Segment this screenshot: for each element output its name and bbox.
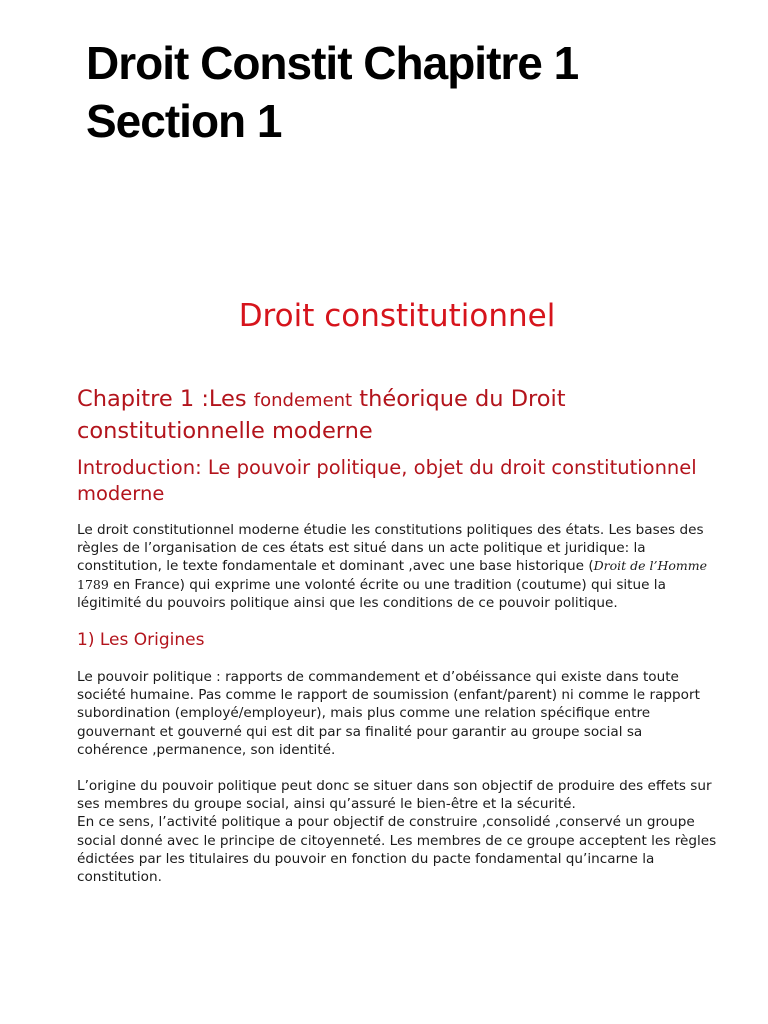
page-header	[86, 34, 726, 150]
chapter-heading-prefix: Chapitre 1 :Les	[77, 386, 254, 412]
introduction-heading: Introduction: Le pouvoir politique, objet du droit constitutionnel moderne	[77, 456, 697, 505]
citation-year: 1789	[77, 576, 109, 592]
paragraph-constitution	[77, 521, 717, 612]
chapter-heading-rest: théorique du Droit constitutionnelle moderne	[77, 386, 566, 444]
document-title-line-1: Droit Constit Chapitre 1	[86, 37, 579, 89]
document-page	[77, 292, 717, 886]
chapter-heading	[77, 384, 717, 446]
paragraph-pouvoir-politique: Le pouvoir politique : rapports de commandement et d’obéissance qui existe dans toute société humaine. Pas comme le rapport de soumission (enfant/parent) ni comme le rapport subordination (employé/employeur), mais plus comme une relation spécifique entre gouvernant et gouverné qui est dit par sa finalité pour garantir au groupe social sa cohérence ,permanence, son identité.	[77, 669, 700, 758]
paragraph-origine-pouvoir	[77, 777, 717, 886]
section-heading-origines: 1) Les Origines	[77, 630, 205, 651]
main-heading: Droit constitutionnel	[238, 298, 556, 334]
paragraph-constitution-after: en France) qui exprime une volonté écrite ou une tradition (coutume) qui situe la légitimité du pouvoirs politique ainsi que les conditions de ce pouvoir politique.	[77, 576, 666, 611]
paragraph-origine-line: L’origine du pouvoir politique peut donc se situer dans son objectif de produire des effets sur ses membres du groupe social, ainsi qu’assuré le bien-être et la sécurité.	[77, 778, 712, 813]
document-title-line-2: Section 1	[86, 95, 282, 147]
document-title	[86, 34, 726, 150]
paragraph-constitution-before: Le droit constitutionnel moderne étudie les constitutions politiques des états. Les bases des règles de l’organisation de ces états est situé dans un acte politique et juridique: la constitution, le texte fondamentale et dominant ,avec une base historique (	[77, 522, 704, 575]
chapter-heading-small-word: fondement	[253, 390, 353, 411]
droit-de-l-homme-citation: Droit de l’Homme	[593, 558, 708, 574]
paragraph-activite-politique: En ce sens, l’activité politique a pour objectif de construire ,consolidé ,conservé un groupe social donné avec le principe de citoyenneté. Les membres de ce groupe acceptent les règles édictées par les titulaires du pouvoir en fonction du pacte fondamental qu’incarne la constitution.	[77, 814, 717, 886]
